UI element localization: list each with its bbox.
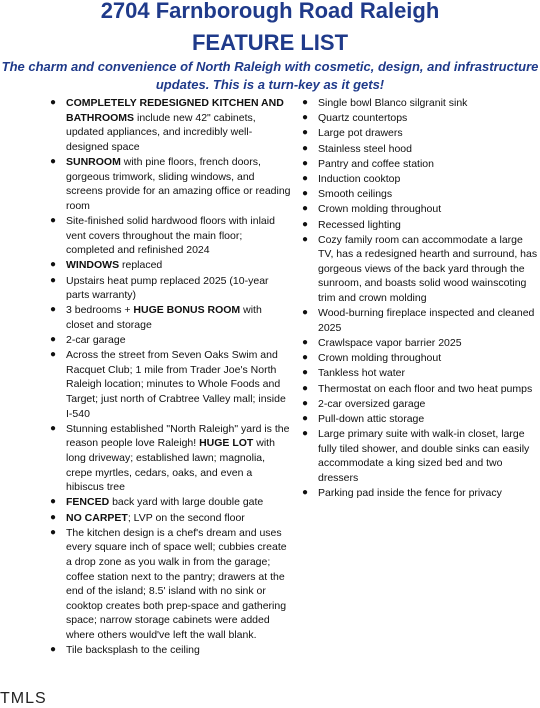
item-text: ; LVP on the second floor <box>127 511 245 524</box>
item-text: 2-car oversized garage <box>318 397 426 410</box>
item-text: Tankless hot water <box>318 367 405 380</box>
item-text: back yard with large double gate <box>109 496 264 509</box>
item-text: Tile backsplash to the ceiling <box>66 644 200 657</box>
bullet-icon: ● <box>50 349 57 361</box>
bullet-icon: ● <box>302 233 309 245</box>
bullet-icon: ● <box>50 526 57 538</box>
item-text: Across the street from Seven Oaks Swim and Racquet Club; 1 mile from Trader Joe's North Raleigh location; minutes to Whole Foods and Target; just north of Crabtree Valley mall; inside I-540 <box>66 349 286 420</box>
bullet-icon: ● <box>302 203 309 215</box>
item-text: Stunning established "North Raleigh" yard is the reason people love Raleigh! <box>66 422 290 450</box>
bullet-icon: ● <box>50 422 57 434</box>
bullet-icon: ● <box>50 334 57 346</box>
bullet-icon: ● <box>50 274 57 286</box>
list-item <box>50 348 292 421</box>
bullet-icon: ● <box>302 112 309 124</box>
bullet-icon: ● <box>302 157 309 169</box>
bullet-icon: ● <box>302 218 309 230</box>
item-text: Single bowl Blanco silgranit sink <box>318 97 468 109</box>
item-text: Site-finished solid hardwood floors with inlaid vent covers throughout the main floor; completed and refinished 2024 <box>66 214 275 257</box>
item-text: Recessed lighting <box>318 218 401 231</box>
mls-watermark: TMLS <box>0 690 47 707</box>
item-text: Large pot drawers <box>318 127 403 140</box>
bullet-icon: ● <box>302 352 309 364</box>
bullet-icon: ● <box>302 367 309 379</box>
list-item <box>302 397 538 412</box>
item-highlight: FENCED <box>66 496 110 509</box>
list-item <box>302 233 538 306</box>
bullet-icon: ● <box>302 127 309 139</box>
tagline: The charm and convenience of North Raleigh with cosmetic, design, and infrastructure updates. This is a turn-key as it gets! <box>1 59 539 92</box>
list-item <box>50 511 292 526</box>
list-item <box>302 382 538 397</box>
item-text: Crown molding throughout <box>318 203 442 216</box>
list-item <box>302 218 538 233</box>
item-highlight: COMPLETELY REDESIGNED KITCHEN AND BATHROOMS <box>66 97 284 124</box>
bullet-icon: ● <box>50 511 57 523</box>
list-item <box>302 142 538 157</box>
bullet-icon: ● <box>50 644 57 656</box>
item-highlight: HUGE LOT <box>199 437 254 450</box>
list-item <box>302 172 538 187</box>
list-item <box>302 427 538 485</box>
page-subtitle-heading: FEATURE LIST <box>191 30 349 55</box>
item-text: with long driveway; established lawn; magnolia, crepe myrtles, cedars, oaks, and even a hibiscus tree <box>66 437 275 494</box>
list-item <box>50 214 292 258</box>
bullet-icon: ● <box>50 259 57 271</box>
list-item <box>302 366 538 381</box>
bullet-icon: ● <box>302 428 309 440</box>
item-text: Pull-down attic storage <box>318 412 425 425</box>
bullet-icon: ● <box>50 214 57 226</box>
bullet-icon: ● <box>302 307 309 319</box>
bullet-icon: ● <box>302 188 309 200</box>
list-item <box>50 155 292 213</box>
item-text: Large primary suite with walk-in closet, large fully tiled shower, and double sinks can easily accommodate a king sized bed and two dressers <box>318 428 530 484</box>
list-item <box>50 303 292 332</box>
bullet-icon: ● <box>50 304 57 316</box>
item-text: Smooth ceilings <box>318 188 393 201</box>
item-text: with closet and storage <box>66 304 262 331</box>
bullet-icon: ● <box>302 382 309 394</box>
bullet-icon: ● <box>302 97 309 108</box>
bullet-icon: ● <box>302 412 309 424</box>
list-item <box>50 333 292 348</box>
list-item <box>50 258 292 273</box>
page-title: 2704 Farnborough Road Raleigh <box>100 0 440 23</box>
list-item <box>302 306 538 335</box>
feature-list-left <box>50 96 292 658</box>
bullet-icon: ● <box>302 142 309 154</box>
list-item <box>302 351 538 366</box>
list-item <box>302 412 538 427</box>
item-text: Parking pad inside the fence for privacy <box>318 487 502 500</box>
bullet-icon: ● <box>302 337 309 349</box>
item-highlight: WINDOWS <box>66 259 120 272</box>
item-text: Crown molding throughout <box>318 352 442 365</box>
item-text: Induction cooktop <box>318 172 401 185</box>
feature-list-right <box>302 96 538 501</box>
item-text: Cozy family room can accommodate a large TV, has a redesigned hearth and surround, has gorgeous views of the back yard through the sunroom, and boasts solid wood wainscoting trim and crown molding <box>318 233 538 305</box>
bullet-icon: ● <box>50 496 57 508</box>
bullet-icon: ● <box>302 397 309 409</box>
item-text: Crawlspace vapor barrier 2025 <box>318 337 462 350</box>
list-item <box>302 96 538 111</box>
item-text: Upstairs heat pump replaced 2025 (10-year parts warranty) <box>66 274 269 302</box>
item-text: The kitchen design is a chef's dream and uses every square inch of space well; cubbies create a drop zone as you walk in from the garage; coffee station next to the pantry; drawers at the end of the island; 8.5' island with no sink or cooktop creates both prep-space and gathering space; narrow storage cabinets were added where others would've left the wall blank. <box>66 526 287 641</box>
bullet-icon: ● <box>302 487 309 499</box>
list-item <box>302 486 538 501</box>
item-highlight: HUGE BONUS ROOM <box>133 304 241 317</box>
item-text: include new 42" cabinets, updated appliances, and incredibly well-designed space <box>66 111 256 153</box>
item-text: Quartz countertops <box>318 112 408 125</box>
list-item <box>302 111 538 126</box>
list-item <box>50 422 292 495</box>
item-text: Thermostat on each floor and two heat pumps <box>318 382 533 395</box>
item-text: Pantry and coffee station <box>318 157 434 170</box>
list-item <box>302 187 538 202</box>
list-item <box>302 202 538 217</box>
bullet-icon: ● <box>302 172 309 184</box>
item-text: 2-car garage <box>66 334 126 347</box>
list-item <box>50 274 292 303</box>
list-item <box>50 96 292 154</box>
list-item <box>302 126 538 141</box>
item-highlight: NO CARPET <box>66 511 128 524</box>
item-text: 3 bedrooms + <box>66 304 134 317</box>
bullet-icon: ● <box>50 97 57 108</box>
item-text: with pine floors, french doors, gorgeous trimwork, sliding windows, and screens provide for an amazing office or reading room <box>66 155 291 212</box>
item-text: Wood-burning fireplace inspected and cleaned 2025 <box>318 307 535 334</box>
list-item <box>50 495 292 510</box>
item-highlight: SUNROOM <box>66 155 121 168</box>
list-item <box>50 643 292 658</box>
list-item <box>50 526 292 643</box>
list-item <box>302 157 538 172</box>
bullet-icon: ● <box>50 155 57 167</box>
list-item <box>302 336 538 351</box>
item-text: Stainless steel hood <box>318 142 412 155</box>
item-text: replaced <box>119 259 163 272</box>
